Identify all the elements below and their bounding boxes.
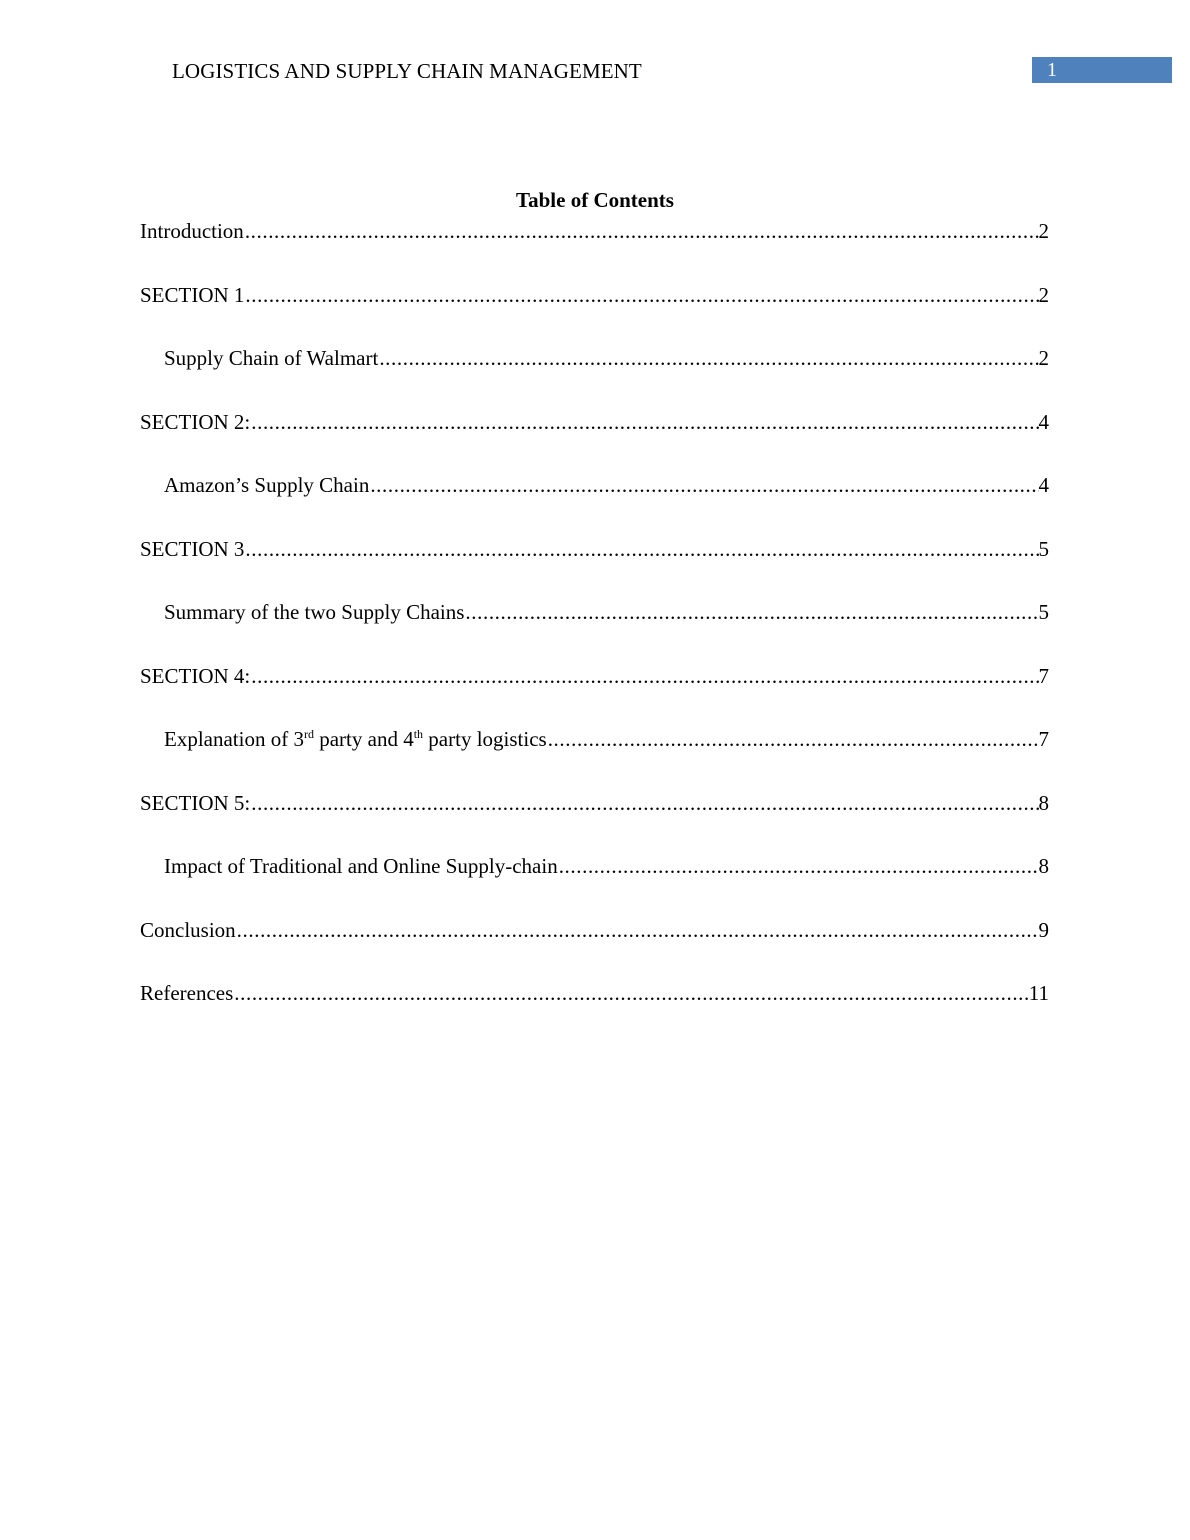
table-of-contents xyxy=(140,217,1049,1043)
toc-entry[interactable] xyxy=(140,852,1049,916)
dot-leader xyxy=(251,789,1038,817)
dot-leader xyxy=(251,408,1038,436)
toc-entry-title: Supply Chain of Walmart xyxy=(164,346,379,370)
toc-entry-title: Summary of the two Supply Chains xyxy=(164,600,465,624)
toc-entry-title: SECTION 1 xyxy=(140,282,245,307)
page-number-badge: 1 xyxy=(1032,57,1172,83)
dot-leader xyxy=(548,725,1039,753)
toc-entry-title-part: Explanation of 3 xyxy=(164,727,304,751)
toc-entry[interactable] xyxy=(140,725,1049,789)
toc-entry[interactable] xyxy=(140,471,1049,535)
toc-page-number: 4 xyxy=(1038,473,1049,497)
toc-entry-title-part: party logistics xyxy=(423,727,547,751)
dot-leader xyxy=(237,916,1039,944)
dot-leader xyxy=(379,344,1038,372)
toc-entry-title: SECTION 5: xyxy=(140,790,251,815)
dot-leader xyxy=(234,979,1028,1007)
toc-entry[interactable] xyxy=(140,535,1049,599)
toc-page-number: 8 xyxy=(1038,854,1049,878)
toc-entry[interactable] xyxy=(140,916,1049,980)
toc-entry-title: SECTION 3 xyxy=(140,536,245,561)
toc-entry-title: Amazon’s Supply Chain xyxy=(164,473,370,497)
ordinal-suffix: th xyxy=(413,727,424,741)
toc-page-number: 5 xyxy=(1038,600,1049,624)
toc-entry-title: Conclusion xyxy=(140,917,236,942)
toc-entry-title: SECTION 4: xyxy=(140,663,251,688)
toc-page-number: 2 xyxy=(1038,346,1049,370)
toc-entry-title: References xyxy=(140,981,234,1005)
toc-page-number: 7 xyxy=(1038,727,1049,751)
toc-entry[interactable] xyxy=(140,408,1049,472)
running-header-title: LOGISTICS AND SUPPLY CHAIN MANAGEMENT xyxy=(172,59,642,83)
toc-page-number: 2 xyxy=(1038,282,1049,307)
dot-leader xyxy=(245,217,1039,245)
toc-page-number: 7 xyxy=(1038,663,1049,688)
dot-leader xyxy=(245,535,1038,563)
ordinal-suffix: rd xyxy=(303,727,314,741)
toc-entry-title: SECTION 2: xyxy=(140,409,251,434)
dot-leader xyxy=(559,852,1039,880)
toc-page-number: 8 xyxy=(1038,790,1049,815)
toc-page-number: 5 xyxy=(1038,536,1049,561)
toc-entry-title: Impact of Traditional and Online Supply-chain xyxy=(164,854,558,878)
toc-entry-title: Introduction xyxy=(140,219,244,243)
dot-leader xyxy=(465,598,1038,626)
toc-entry[interactable] xyxy=(140,598,1049,662)
toc-entry-title xyxy=(164,725,547,753)
dot-leader xyxy=(370,471,1038,499)
toc-entry[interactable] xyxy=(140,979,1049,1043)
toc-entry[interactable] xyxy=(140,281,1049,345)
toc-entry[interactable] xyxy=(140,344,1049,408)
toc-page-number: 2 xyxy=(1038,219,1049,243)
toc-heading: Table of Contents xyxy=(516,188,674,212)
toc-page-number: 9 xyxy=(1038,917,1049,942)
toc-entry-title-part: party and 4 xyxy=(313,727,414,751)
toc-entry[interactable] xyxy=(140,662,1049,726)
toc-entry[interactable] xyxy=(140,789,1049,853)
dot-leader xyxy=(245,281,1038,309)
toc-page-number: 11 xyxy=(1028,981,1049,1005)
dot-leader xyxy=(251,662,1038,690)
toc-page-number: 4 xyxy=(1038,409,1049,434)
toc-entry[interactable] xyxy=(140,217,1049,281)
